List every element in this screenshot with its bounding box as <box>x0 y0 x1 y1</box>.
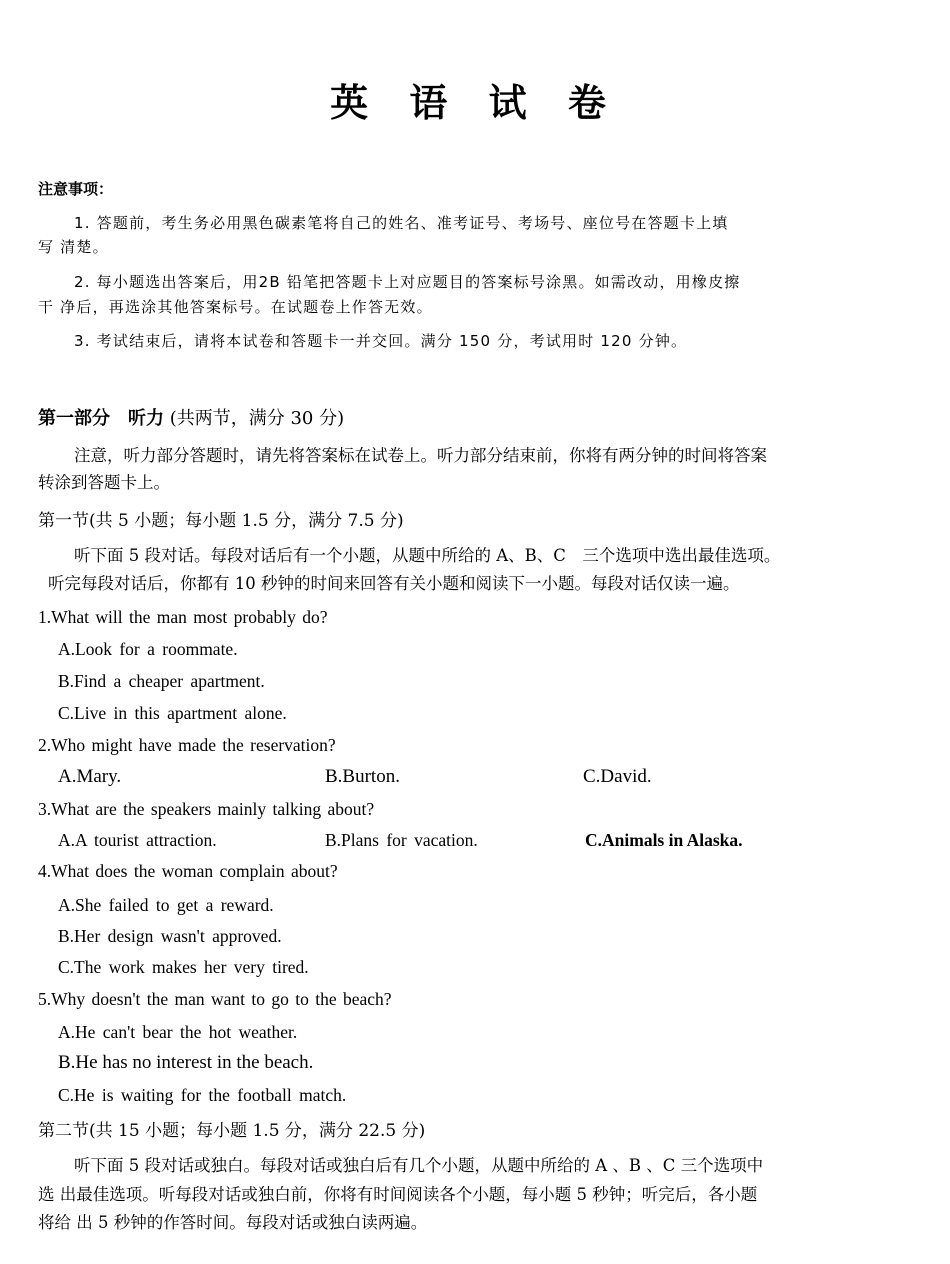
section2-instruction-line2: 选 出最佳选项。听每段对话或独白前，你将有时间阅读各个小题，每小题 5 秒钟；听完后，各小题 <box>38 1185 758 1204</box>
question-2-option-c: C.David. <box>583 766 652 787</box>
question-4-stem: 4.What does the woman complain about? <box>38 861 338 881</box>
question-4-option-c: C.The work makes her very tired. <box>58 957 309 977</box>
question-3-option-a: A.A tourist attraction. <box>58 830 217 850</box>
part1-score: (共两节，满分 30 分) <box>169 408 345 429</box>
section1-heading: 第一节(共 5 小题；每小题 1.5 分，满分 7.5 分) <box>38 511 404 531</box>
part1-name: 第一部分 听力 <box>38 408 164 429</box>
notice-item-1-line2: 写 清楚。 <box>38 238 109 256</box>
notice-item-3-line1: 3. 考试结束后，请将本试卷和答题卡一并交回。满分 150 分，考试用时 120 分钟。 <box>74 332 688 350</box>
question-2-option-a: A.Mary. <box>58 766 122 787</box>
question-2-stem: 2.Who might have made the reservation? <box>38 735 336 755</box>
notice-item-2-line1: 2. 每小题选出答案后，用2B 铅笔把答题卡上对应题目的答案标号涂黑。如需改动，用橡皮擦 <box>74 273 741 291</box>
section2-heading: 第二节(共 15 小题；每小题 1.5 分，满分 22.5 分) <box>38 1121 426 1141</box>
question-3-option-c: C.Animals in Alaska. <box>585 830 743 850</box>
question-2-option-b: B.Burton. <box>325 766 400 787</box>
part1-instruction-line2: 转涂到答题卡上。 <box>38 473 170 492</box>
question-1-option-c: C.Live in this apartment alone. <box>58 703 287 723</box>
section1-instruction-line2: 听完每段对话后，你都有 10 秒钟的时间来回答有关小题和阅读下一小题。每段对话仅读一遍。 <box>48 574 740 593</box>
part1-heading <box>38 404 344 430</box>
notice-heading: 注意事项： <box>38 180 114 198</box>
section2-instruction-line1: 听下面 5 段对话或独白。每段对话或独白后有几个小题，从题中所给的 A 、B 、C 三个选项中 <box>74 1156 764 1175</box>
question-3-stem: 3.What are the speakers mainly talking about? <box>38 799 375 819</box>
page-title: 英 语 试 卷 <box>330 81 620 125</box>
question-5-option-a: A.He can't bear the hot weather. <box>58 1022 298 1042</box>
question-1-stem: 1.What will the man most probably do? <box>38 607 328 627</box>
notice-item-1-line1: 1. 答题前，考生务必用黑色碳素笔将自己的姓名、准考证号、考场号、座位号在答题卡上填 <box>74 214 729 232</box>
question-5-option-c: C.He is waiting for the football match. <box>58 1085 347 1105</box>
question-1-option-a: A.Look for a roommate. <box>58 639 238 659</box>
question-4-option-b: B.Her design wasn't approved. <box>58 926 282 946</box>
notice-item-2-line2: 干 净后，再选涂其他答案标号。在试题卷上作答无效。 <box>38 298 433 316</box>
question-5-option-b: B.He has no interest in the beach. <box>58 1052 314 1073</box>
question-1-option-b: B.Find a cheaper apartment. <box>58 671 265 691</box>
question-5-stem: 5.Why doesn't the man want to go to the beach? <box>38 989 392 1009</box>
question-4-option-a: A.She failed to get a reward. <box>58 895 274 915</box>
question-3-option-b: B.Plans for vacation. <box>325 830 478 850</box>
section1-instruction-line1: 听下面 5 段对话。每段对话后有一个小题，从题中所给的 A、B、C 三个选项中选出最佳选项。 <box>74 546 781 565</box>
section2-instruction-line3: 将给 出 5 秒钟的作答时间。每段对话或独白读两遍。 <box>38 1213 428 1232</box>
part1-instruction-line1: 注意，听力部分答题时，请先将答案标在试卷上。听力部分结束前，你将有两分钟的时间将答案 <box>74 446 767 465</box>
